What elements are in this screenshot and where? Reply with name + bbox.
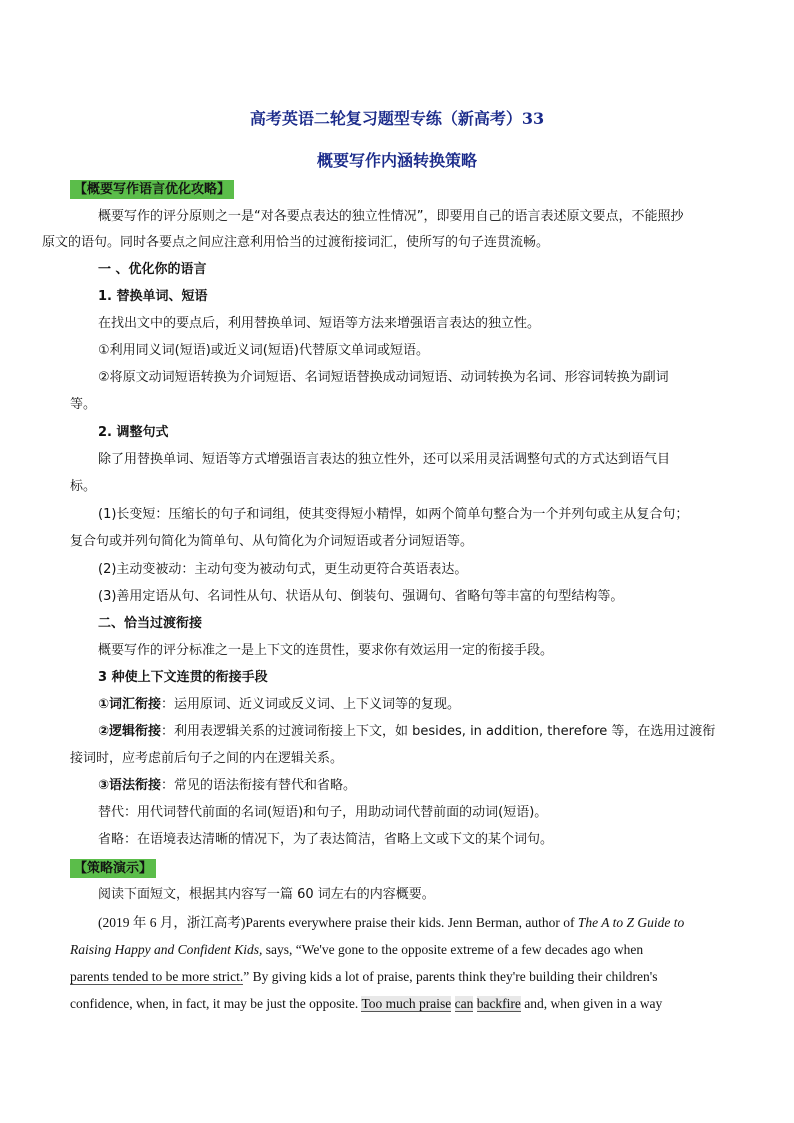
paragraph-logical-cohesion-line-1 — [98, 719, 724, 745]
paragraph-logical-cohesion-line-2: 接词时，应考虑前后句子之间的内在逻辑关系。 — [70, 751, 344, 766]
paragraph-adjust-line-2: 标。 — [70, 479, 97, 494]
paragraph-ellipsis: 省略：在语境表达清晰的情况下，为了表达简洁，省略上文或下文的某个词句。 — [98, 832, 554, 847]
logical-cohesion-label: ②逻辑衔接 — [98, 724, 162, 739]
underlined-phrase-strict: parents tended to be more strict. — [70, 969, 244, 984]
paragraph-convert-line-1: ②将原文动词短语转换为介词短语、名词短语替换成动词短语、动词转换为名词、形容词转换为副词 — [98, 370, 669, 385]
lexical-cohesion-label: ①词汇衔接 — [98, 697, 162, 712]
grammatical-cohesion-label: ③语法衔接 — [98, 778, 162, 793]
paragraph-adjust-line-1: 除了用替换单词、短语等方式增强语言表达的独立性外，还可以采用灵活调整句式的方式达到语气目 — [98, 452, 671, 467]
intro-paragraph — [42, 204, 724, 256]
intro-line-1: 概要写作的评分原则之一是“对各要点表达的独立性情况”，即要用自己的语言表述原文要点，不能照抄 — [98, 209, 684, 224]
paragraph-long-to-short-line-2: 复合句或并列句简化为简单句、从句简化为介词短语或者分词短语等。 — [70, 534, 474, 549]
paragraph-long-to-short-line-1: (1)长变短：压缩长的句子和词组，使其变得短小精悍，如两个简单句整合为一个并列句或主从复合句； — [98, 507, 689, 522]
paragraph-task-instruction: 阅读下面短文，根据其内容写一篇 60 词左右的内容概要。 — [98, 887, 435, 902]
heading-replace-words: 1. 替换单词、短语 — [98, 289, 208, 304]
heading-adjust-sentence: 2. 调整句式 — [98, 425, 169, 440]
heading-three-methods: 3 种使上下文连贯的衔接手段 — [98, 670, 268, 685]
page-title: 高考英语二轮复习题型专练（新高考）33 — [249, 109, 545, 128]
passage-line-4-end: and, when given in a way — [520, 996, 663, 1011]
paragraph-coherence: 概要写作的评分标准之一是上下文的连贯性，要求你有效运用一定的衔接手段。 — [98, 643, 554, 658]
passage-line-4 — [70, 991, 724, 1017]
book-title-part-1: The A to Z Guide to — [577, 915, 685, 930]
book-title-part-2: Raising Happy and Confident Kids, — [70, 942, 263, 957]
paragraph-synonym: ①利用同义词(短语)或近义词(短语)代替原文单词或短语。 — [98, 343, 429, 358]
section-tag-language: 【概要写作语言优化攻略】 — [70, 180, 234, 199]
heading-optimize-language: 一 、优化你的语言 — [98, 262, 207, 277]
lexical-cohesion-text: ：运用原词、近义词或反义词、上下义词等的复现。 — [161, 697, 461, 712]
passage-line-1-text: (2019 年 6 月，浙江高考)Parents everywhere praise their kids. Jenn Berman, author of — [98, 915, 578, 930]
paragraph-active-passive: (2)主动变被动：主动句变为被动句式，更生动更符合英语表达。 — [98, 562, 468, 577]
paragraph-convert-line-2: 等。 — [70, 397, 97, 412]
grammatical-cohesion-text: ：常见的语法衔接有替代和省略。 — [161, 778, 357, 793]
heading-transition: 二、恰当过渡衔接 — [98, 616, 203, 631]
paragraph-clauses: (3)善用定语从句、名词性从句、状语从句、倒装句、强调句、省略句等丰富的句型结构等。 — [98, 589, 624, 604]
paragraph-lexical-cohesion — [98, 692, 724, 718]
passage-line-4-text: confidence, when, in fact, it may be just the opposite. — [70, 996, 362, 1011]
passage-line-2-text: says, “We've gone to the opposite extreme of a few decades ago when — [262, 942, 644, 957]
underlined-phrase-too-much-praise: Too much praise — [361, 996, 452, 1011]
paragraph-replace-method: 在找出文中的要点后，利用替换单词、短语等方法来增强语言表达的独立性。 — [98, 316, 541, 331]
passage-line-3 — [70, 964, 724, 990]
page-subtitle: 概要写作内涵转换策略 — [316, 151, 477, 170]
passage-line-1 — [98, 910, 724, 936]
underlined-word-backfire: backfire — [476, 996, 521, 1011]
passage-line-2 — [70, 937, 724, 963]
paragraph-substitution: 替代：用代词替代前面的名词(短语)和句子，用助动词代替前面的动词(短语)。 — [98, 805, 548, 820]
underlined-word-can: can — [454, 996, 474, 1011]
section-tag-demo: 【策略演示】 — [70, 859, 156, 878]
passage-line-3-text: ” By giving kids a lot of praise, parents think they're building their children's — [243, 969, 658, 984]
paragraph-grammatical-cohesion — [98, 773, 724, 799]
intro-line-2: 原文的语句。同时各要点之间应注意利用恰当的过渡衔接词汇，使所写的句子连贯流畅。 — [42, 235, 550, 250]
logical-cohesion-text: ：利用表逻辑关系的过渡词衔接上下文，如 besides, in addition, therefore 等，在选用过渡衔 — [161, 724, 716, 739]
